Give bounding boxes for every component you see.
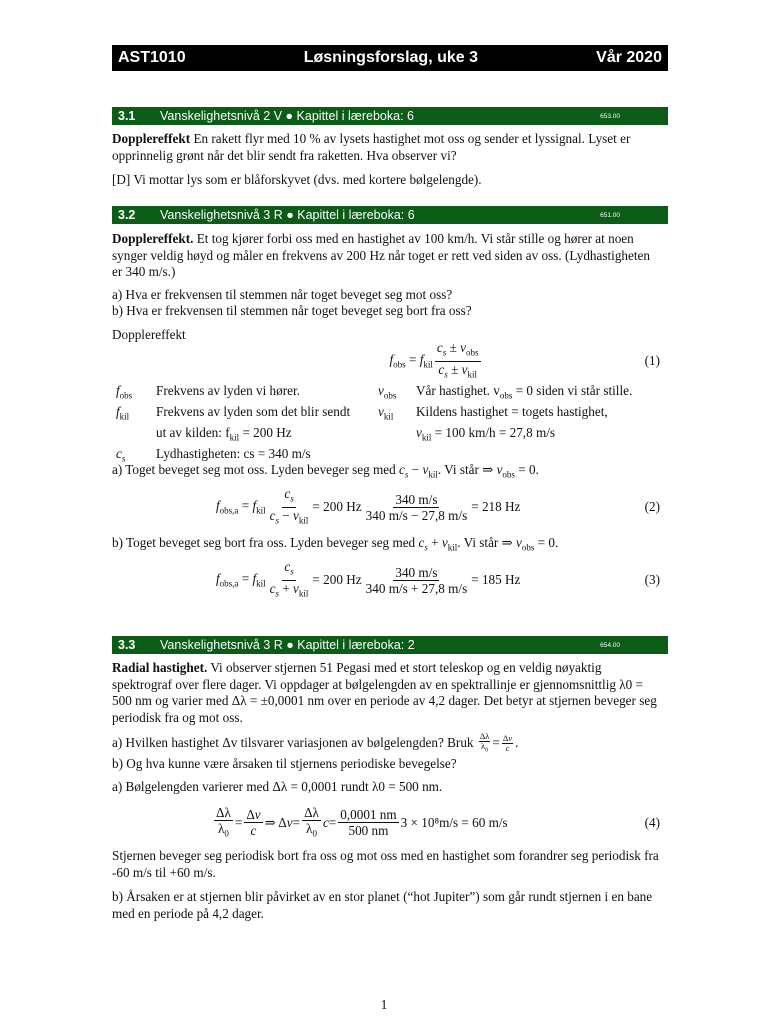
question-b: b) Hva er frekvensen til stemmen når toget beveget seg bort fra oss? <box>112 303 472 318</box>
course-code: AST1010 <box>118 49 186 66</box>
page-header <box>112 45 668 71</box>
part-b-text: b) Toget beveget seg bort fra oss. Lyden beveger seg med $c_s + v_{kil}$. Vi står ⇒ $v_{obs} = 0$. <box>112 535 559 553</box>
answer-text: [D] Vi mottar lys som er blåforskyvet (dvs. med kortere bølgelengde). <box>112 172 482 187</box>
question-text: En rakett flyr med 10 % av lysets hastighet mot oss og sender et lyssignal. Lyset er opprinnelig grønt når det blir sendt fra raketten. Hva observer vi? <box>112 131 631 163</box>
def-cs: Lydhastigheten: cs = 340 m/s <box>156 446 311 462</box>
section-number: 3.2 <box>118 208 136 222</box>
equation-2: $f_{obs,a} = f_{kil}$ $\frac{c_s}{c_s - v_{kil}}$ = 200 Hz $\frac{340 m/s}{340 m/s - 27,8 m/s}$ = 218 Hz (2) <box>216 485 660 526</box>
part-a-text: a) Toget beveget seg mot oss. Lyden beveger seg med $c_s - v_{kil}$. Vi står ⇒ $v_{obs} = 0$. <box>112 462 539 480</box>
def-fobs: Frekvens av lyden vi hører. <box>156 383 300 398</box>
question-a: a) Hvilken hastighet Δv tilsvarer variasjonen av bølgelengden? Bruk $\frac{\Delta\lambda}{\lambda_0}$ = $\frac{\Delta v}{c}$ . <box>112 731 519 754</box>
equation-number: (1) <box>644 353 660 368</box>
question-text: Vi observer stjernen 51 Pegasi med et stort teleskop og en veldig nøyaktig spektrograf over flere dager. Vi oppdager at bølgelengden av en spektrallinje er gjennomsnittlig λ0 = 500 nm og varier med Δλ = ±0,0001 nm over en periode av 4,2 dager. Det betyr at stjernen beveger seg periodisk fra og mot oss. <box>112 660 657 725</box>
lead-term: Dopplereffekt. <box>112 231 194 246</box>
conclusion-text: Stjernen beveger seg periodisk bort fra oss og mot oss med en hastighet som forandrer seg periodisk fra -60 m/s til +60 m/s. <box>112 848 659 880</box>
def-fkil: Frekvens av lyden som det blir sendt <box>156 404 351 420</box>
term: Vår 2020 <box>596 49 662 66</box>
question-a: a) Hva er frekvensen til stemmen når toget beveget seg mot oss? <box>112 286 453 302</box>
section-3-3-header <box>112 636 668 654</box>
equation-4: $\frac{\Delta\lambda}{\lambda_0}$ = $\frac{\Delta v}{c}$ ⇒ Δ v = $\frac{\Delta\lambda}{\lambda_0}$ c = $\frac{0,0001 nm}{500 nm}$ 3 × 10⁸m/s = 60 m/s (4) <box>216 804 660 839</box>
equation-3: $f_{obs,a} = f_{kil}$ $\frac{c_s}{c_s + v_{kil}}$ = 200 Hz $\frac{340 m/s}{340 m/s + 27,8 m/s}$ = 185 Hz (3) <box>216 558 660 599</box>
section-3-3-conclusion <box>112 848 660 928</box>
section-number: 3.3 <box>118 638 136 652</box>
section-code: 651.00 <box>600 211 620 219</box>
answer-b-text: b) Årsaken er at stjernen blir påvirket av en stor planet (“hot Jupiter”) som går rundt stjernen i en bane med en periode på 4,2 dager. <box>112 889 653 921</box>
equation-1: $f_{obs} = f_{kil}$ $\frac{c_s \pm v_{obs}}{c_s \pm v_{kil}}$ (1) <box>389 339 660 380</box>
symbol-definitions: $f_{obs}$ Frekvens av lyden vi hører. $v_{obs}$ Vår hastighet. $v_{obs} = 0$ siden vi står stille. $f_{kil}$ Frekvens av lyden som det blir sendt $v_{kil}$ Kildens hastighet = togets hastighet, ut av kilden: $f_{kil} = 200$ Hz $v_{kil} = 100$ km/h = 27,8 m/s $c_s$ Lydhastigheten: cs = 340 m/s <box>116 383 656 468</box>
section-3-1-body <box>112 131 660 195</box>
formula-label: Dopplereffekt <box>112 326 186 342</box>
equation-number: (2) <box>644 499 660 514</box>
section-code: 653.00 <box>600 112 620 120</box>
equation-number: (4) <box>644 815 660 830</box>
page-number: 1 <box>380 997 388 1012</box>
part-a-text: a) Bølgelengden varierer med Δλ = 0,0001 rundt λ0 = 500 nm. <box>112 779 443 795</box>
section-meta: Vanskelighetsnivå 3 R ● Kapittel i læreboka: 6 <box>160 208 415 222</box>
section-3-1-header <box>112 107 668 125</box>
section-meta: Vanskelighetsnivå 2 V ● Kapittel i læreboka: 6 <box>160 109 414 123</box>
def-vkil: Kildens hastighet = togets hastighet, <box>416 404 608 420</box>
section-3-2-header <box>112 206 668 224</box>
section-3-2-body <box>112 231 660 349</box>
section-3-3-body <box>112 660 660 802</box>
def-vobs: Vår hastighet. v <box>416 383 500 398</box>
question-text: Et tog kjører forbi oss med en hastighet av 100 km/h. Vi står stille og hører at noen synger veldig høyd og måler en frekvens av 200 Hz når toget er rett ved siden av oss. (Lydhastigheten er 340 m/s.) <box>112 231 650 279</box>
lead-term: Radial hastighet. <box>112 660 208 675</box>
section-meta: Vanskelighetsnivå 3 R ● Kapittel i læreboka: 2 <box>160 638 415 652</box>
lead-term: Dopplereffekt <box>112 131 191 146</box>
question-b: b) Og hva kunne være årsaken til stjernens periodiske bevegelse? <box>112 755 457 771</box>
section-number: 3.1 <box>118 109 136 123</box>
section-code: 654.00 <box>600 641 620 649</box>
equation-number: (3) <box>644 572 660 587</box>
page-title: Løsningsforslag, uke 3 <box>303 49 478 66</box>
